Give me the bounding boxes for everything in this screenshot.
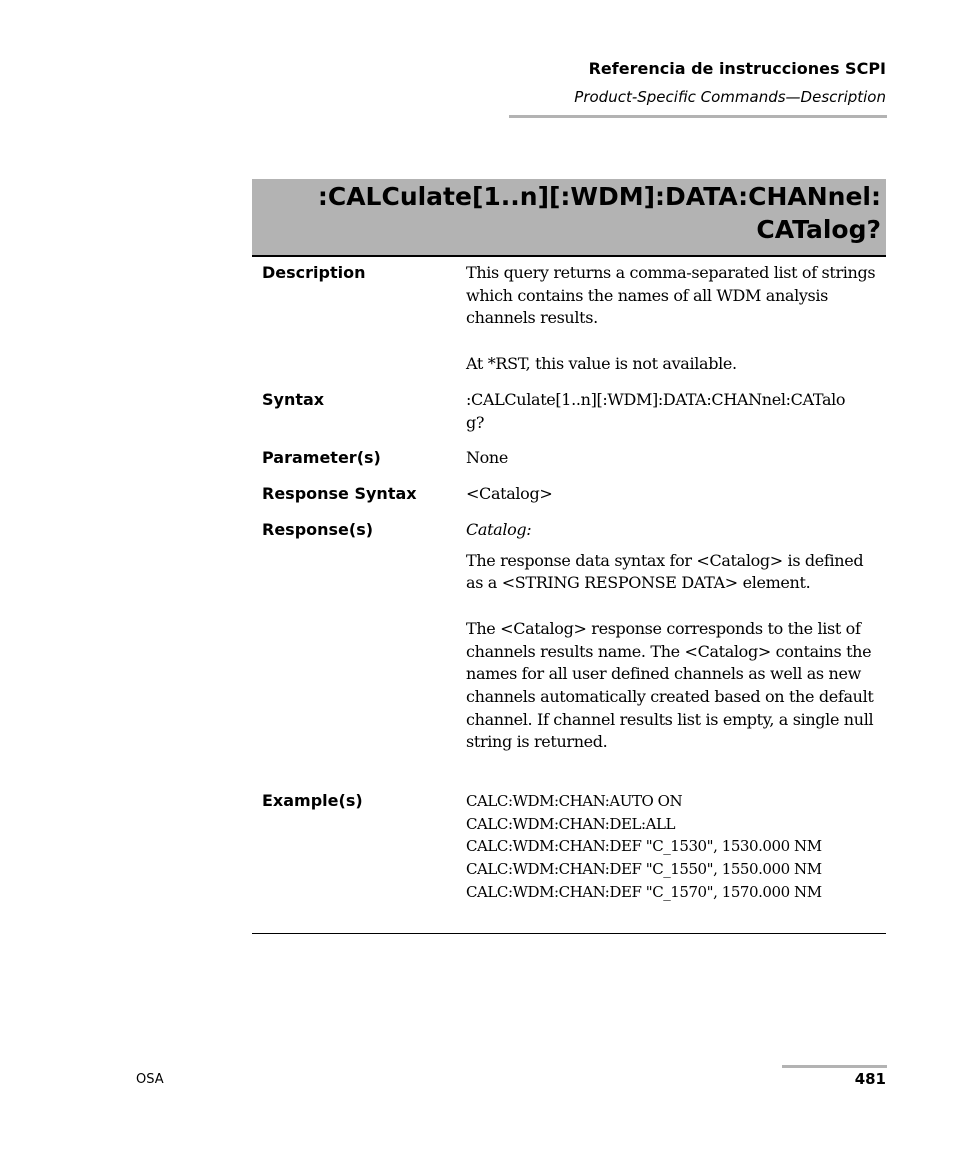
examples-value <box>466 790 884 904</box>
table-bottom-rule <box>252 933 886 934</box>
examples-label: Example(s) <box>262 791 363 810</box>
command-title-banner <box>252 179 886 257</box>
syntax-value <box>466 389 884 434</box>
response-syntax-value <box>466 483 884 506</box>
response-syntax-label: Response Syntax <box>262 484 417 503</box>
description-text: This query returns a comma-separated list of strings which contains the names of all WDM analysis channels results. <box>466 263 876 328</box>
syntax-label: Syntax <box>262 390 325 409</box>
parameters-text: None <box>466 448 509 467</box>
example-line: CALC:WDM:CHAN:DEF "C_1530", 1530.000 NM <box>466 837 822 856</box>
parameters-label: Parameter(s) <box>262 448 381 467</box>
responses-value <box>466 519 884 754</box>
description-label: Description <box>262 263 366 282</box>
running-header-subtitle: Product-Specific Commands—Description <box>574 88 886 106</box>
example-line: CALC:WDM:CHAN:DEF "C_1570", 1570.000 NM <box>466 882 822 901</box>
syntax-line-2: g? <box>466 412 485 432</box>
description-rst-note: At *RST, this value is not available. <box>466 353 737 373</box>
example-line: CALC:WDM:CHAN:DEL:ALL <box>466 814 675 833</box>
responses-label: Response(s) <box>262 520 374 539</box>
response-syntax-text: <Catalog> <box>466 484 553 503</box>
command-title-line-1: :CALCulate[1..n][:WDM]:DATA:CHANnel: <box>317 182 881 211</box>
response-paragraph-2: The <Catalog> response corresponds to the list of channels results name. The <Catalog> contains the names for all user defined channels as well as new channels automatically created based on the default channel. If channel results list is empty, a single null string is returned. <box>466 618 874 752</box>
description-value <box>466 262 884 376</box>
syntax-line-1: :CALCulate[1..n][:WDM]:DATA:CHANnel:CATalo <box>466 390 846 409</box>
command-title-line-2: CATalog? <box>756 215 881 244</box>
example-line: CALC:WDM:CHAN:DEF "C_1550", 1550.000 NM <box>466 860 822 879</box>
page-number: 481 <box>854 1070 886 1088</box>
footer-product: OSA <box>136 1072 164 1087</box>
response-name: Catalog: <box>466 520 532 539</box>
header-rule <box>509 115 887 118</box>
running-header-title: Referencia de instrucciones SCPI <box>588 59 886 78</box>
footer-rule <box>782 1065 887 1068</box>
parameters-value <box>466 447 884 470</box>
example-line: CALC:WDM:CHAN:AUTO ON <box>466 792 683 810</box>
response-paragraph-1: The response data syntax for <Catalog> is defined as a <STRING RESPONSE DATA> element. <box>466 550 864 593</box>
